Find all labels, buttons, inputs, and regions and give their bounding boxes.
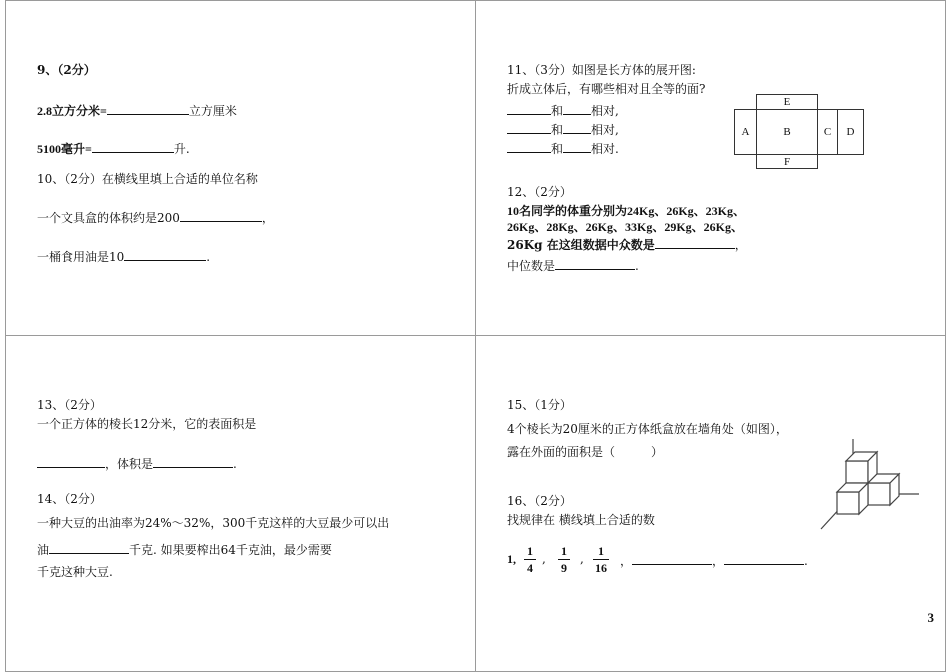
q16-first-term: 1, [507,552,516,566]
page-number: 3 [927,610,934,625]
q16-fraction-1 [524,544,536,575]
q10-l2-suffix: . [206,250,211,264]
q16-separator-2: , [580,552,584,566]
net-face-center: B [756,109,818,155]
q9-blank-2[interactable] [92,139,174,153]
q10-line-2 [37,247,210,265]
q9-blank-1[interactable] [107,101,189,115]
q9-line-2 [37,139,190,157]
q11-heading: 11、（3分）如图是长方体的展开图: [507,63,696,77]
q9-l1-suffix: 立方厘米 [188,104,237,118]
q12-line-1: 10名同学的体重分别为24Kg、26Kg、23Kg、 [507,204,746,218]
q9-l2-prefix: 5100毫升= [37,142,92,156]
q13-blank-area[interactable] [37,454,105,468]
q11-pair-1 [507,101,619,119]
q12-heading: 12、（2分） [507,185,572,199]
q14-l2-prefix: 油 [37,543,50,557]
q16-blank-1[interactable] [632,551,712,565]
cube-front [837,483,868,514]
q16-separator-3: ， [620,554,633,568]
q10-l2-prefix: 一桶食用油是10 [37,250,125,264]
q12-line-3 [507,235,747,253]
net-face-bottom: F [756,154,818,169]
q10-heading: 10、（2分）在横线里填上合适的单位名称 [37,172,258,186]
q14-line-2 [37,540,332,558]
q11-opposite-3: 相对. [591,142,619,156]
q15-line-1: 4个棱长为20厘米的正方体纸盒放在墙角处（如图）， [507,422,788,436]
fraction-2-numerator: 1 [561,544,567,558]
q11-opposite-1: 相对, [591,104,619,118]
q15-line-2: 露在外面的面积是（ ） [507,445,664,459]
q16-fraction-3 [593,544,609,575]
q9-l1-prefix: 2.8立方分米= [37,104,107,118]
q11-pair-3 [507,139,619,157]
q11-pair-2 [507,120,619,138]
fraction-3-denominator: 16 [595,561,607,575]
q13-line-2 [37,454,237,472]
q16-end-period: . [804,554,808,568]
q9-heading: 9、（2分） [37,63,96,77]
q12-line-4 [507,256,639,274]
q15-heading: 15、（1分） [507,398,572,412]
q10-blank-1[interactable] [180,208,262,222]
q14-heading: 14、（2分） [37,492,102,506]
fraction-3-numerator: 1 [598,544,604,558]
net-face-right-1: C [817,109,838,155]
q16-blanks-row [620,551,808,569]
q11-blank-2a[interactable] [507,120,551,134]
panel-top-right [475,0,946,336]
q11-and-3: 和 [551,142,564,156]
q10-blank-2[interactable] [124,247,206,261]
q12-l3-prefix: 26Kg 在这组数据中众数是 [507,238,655,252]
net-face-right-2: D [837,109,864,155]
q12-line-2: 26Kg、28Kg、26Kg、33Kg、29Kg、26Kg、 [507,220,744,234]
q16-separator-4: ， [712,554,725,568]
net-face-left: A [734,109,757,155]
q12-blank-median[interactable] [555,256,635,270]
q13-blank-volume[interactable] [153,454,233,468]
fraction-1-denominator: 4 [527,561,533,575]
q11-blank-2b[interactable] [563,120,591,134]
q13-line-1: 一个正方体的棱长12分米，它的表面积是 [37,417,257,431]
q12-l4-suffix: . [635,259,639,273]
q12-l4-prefix: 中位数是 [507,259,556,273]
q9-l2-suffix: 升. [173,142,190,156]
fraction-2-denominator: 9 [561,561,567,575]
q11-and-1: 和 [551,104,564,118]
q10-l1-prefix: 一个文具盒的体积约是200 [37,211,180,225]
q11-and-2: 和 [551,123,564,137]
corner-cubes-diagram [815,434,921,532]
q12-blank-mode[interactable] [655,235,735,249]
cuboid-net-diagram [734,94,864,169]
q11-blank-3a[interactable] [507,139,551,153]
q16-fraction-2 [558,544,570,575]
q10-line-1 [37,208,274,226]
cube-bottom-right [868,474,899,505]
q11-line-1: 折成立体后，有哪些相对且全等的面? [507,82,706,96]
q12-l3-suffix: ， [734,238,747,252]
q14-l2-suffix: 千克. 如果要榨出64千克油，最少需要 [129,543,332,557]
q9-line-1 [37,101,237,119]
q14-line-3: 千克这种大豆. [37,565,113,579]
q13-l2-mid: ，体积是 [105,457,154,471]
q16-line-1: 找规律在 横线填上合适的数 [507,513,655,527]
net-face-top: E [756,94,818,110]
q16-blank-2[interactable] [724,551,804,565]
q11-opposite-2: 相对, [591,123,619,137]
q16-heading: 16、（2分） [507,494,572,508]
q11-blank-1a[interactable] [507,101,551,115]
q14-blank-oil[interactable] [49,540,129,554]
fraction-1-numerator: 1 [527,544,533,558]
panel-top-left [5,0,476,336]
q14-line-1: 一种大豆的出油率为24%～32%，300千克这样的大豆最少可以出 [37,516,390,530]
q16-separator-1: , [542,552,546,566]
q11-blank-3b[interactable] [563,139,591,153]
q13-l2-suffix: . [233,457,237,471]
q11-blank-1b[interactable] [563,101,591,115]
q13-heading: 13、（2分） [37,398,102,412]
q10-l1-suffix: ， [261,211,274,225]
